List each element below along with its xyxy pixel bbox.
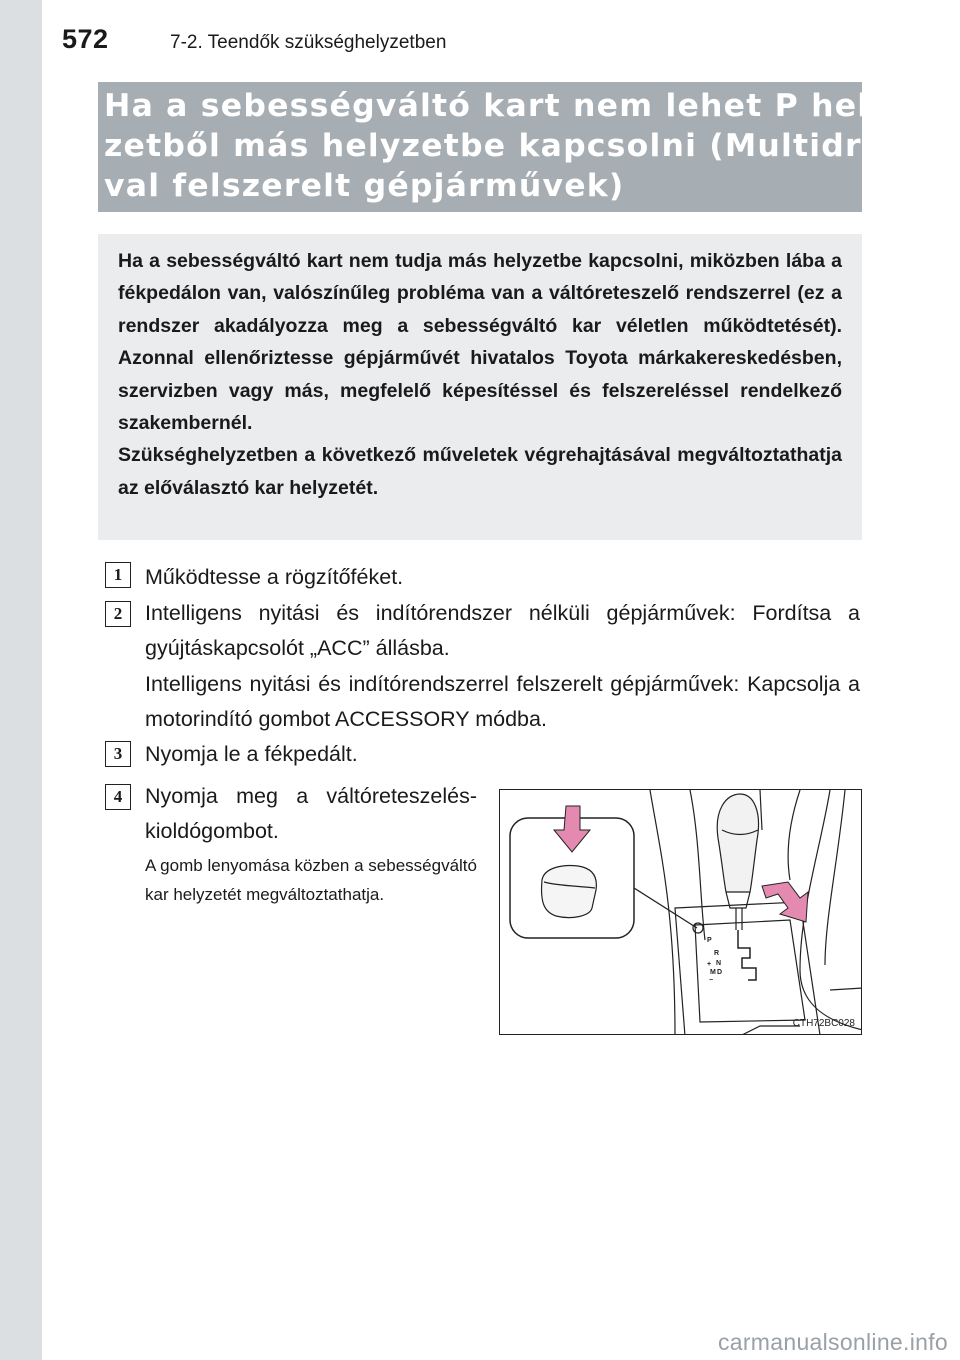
step-number-2: 2 [105,601,131,627]
page-number: 572 [62,24,109,54]
step-2-text-alt: Intelligens nyitási és indítórendszerrel felszerelt gépjárművek: Kapcsolja a motorindító gombot ACCESSORY módba. [145,672,860,731]
figure-code: CTH72BC028 [792,1018,855,1029]
intro-paragraph: Ha a sebességváltó kart nem tudja más helyzetbe kapcsolni, miközben lába a fékpedálon van, valószínűleg probléma van a váltóreteszelő rendszerrel (ez a rendszer akadályozza meg a sebességváltó kar véletlen működtetését). Azonnal ellenőriztesse gépjárművét hivatalos Toyota márkakereskedésben, szervizben vagy más, megfelelő képesítéssel és felszereléssel rendelkező szakembernél. [118,250,842,435]
heading-line: val felszerelt gépjárművek) [104,168,625,204]
section-heading-box [98,82,933,212]
gear-label: M [710,969,716,976]
step-4-note: A gomb lenyomása közben a sebességváltó kar helyzetét megváltoztathatja. [145,856,477,904]
step-2-text: Intelligens nyitási és indítórendszer nélküli gépjárművek: Fordítsa a gyújtáskapcsolót „ACC” állásba. [145,601,860,660]
gear-label: R [714,950,720,957]
gear-label: P [707,937,712,944]
shift-arrow-icon [762,882,808,922]
watermark: carmanualsonline.info [717,1329,948,1355]
press-arrow-icon [554,806,590,852]
intro-box [98,234,862,540]
heading-line: Ha a sebességváltó kart nem lehet P hely- [104,88,906,124]
shift-lock-release-figure [499,789,862,1035]
gear-label: − [709,977,714,984]
step-number-4: 4 [105,784,131,810]
gear-label: + [707,961,712,968]
heading-line: zetből más helyzetbe kapcsolni (Multidrive- [104,128,933,164]
page-side-strip [0,0,42,1360]
step-3-text: Nyomja le a fékpedált. [145,742,358,766]
intro-paragraph: Szükséghelyzetben a következő műveletek végrehajtásával megváltoztathatja az előválasztó kar helyzetét. [118,444,842,499]
step-number-3: 3 [105,741,131,767]
gear-label: N [716,960,722,967]
gear-label: D [717,969,723,976]
step-4-text: Nyomja meg a váltóreteszelés-kioldógombot. [145,784,477,843]
shift-lever-illustration [500,790,862,1035]
section-title: 7-2. Teendők szükséghelyzetben [170,32,447,53]
step-1-text: Működtesse a rögzítőféket. [145,565,404,589]
step-number-1: 1 [105,562,131,588]
